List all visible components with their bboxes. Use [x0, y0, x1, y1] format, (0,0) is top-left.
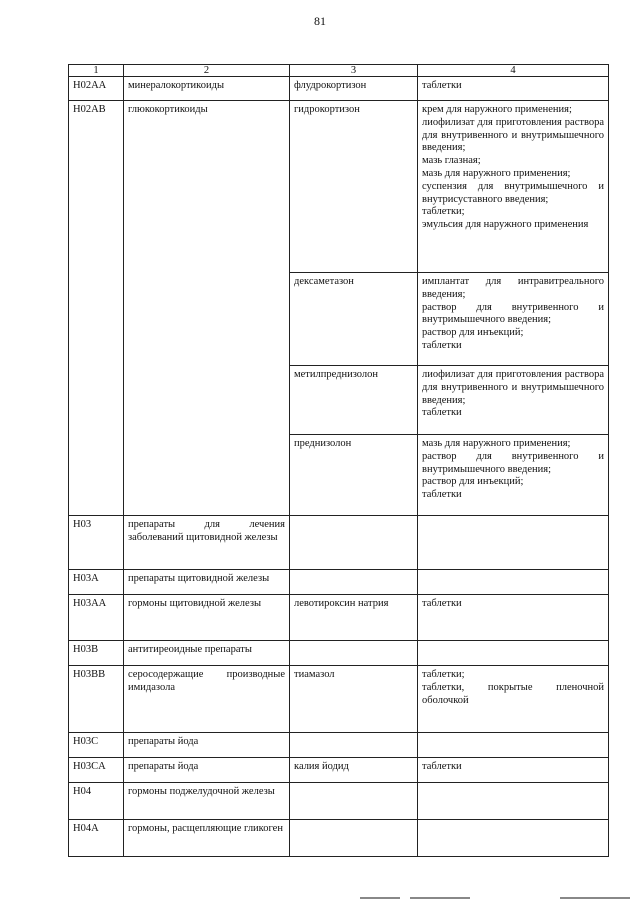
dosage-form: раствор для инъекций; [422, 327, 524, 339]
drug-name [290, 516, 418, 570]
atc-code: H04 [69, 783, 124, 820]
dosage-form: мазь для наружного применения; [422, 167, 571, 179]
dosage-form: таблетки; [422, 669, 465, 680]
atc-code: H02AA [69, 77, 124, 101]
table-row [69, 820, 609, 857]
table-row [69, 641, 609, 666]
dosage-forms [418, 435, 609, 516]
drug-name [290, 783, 418, 820]
group-name: глюкокортикоиды [124, 101, 290, 516]
dosage-forms [418, 516, 609, 570]
column-header: 3 [290, 65, 418, 77]
table-row [69, 77, 609, 101]
table-row [69, 595, 609, 641]
dosage-forms [418, 570, 609, 595]
drug-name: преднизолон [290, 435, 418, 516]
atc-code: H03C [69, 733, 124, 758]
dosage-forms [418, 641, 609, 666]
table-row [69, 666, 609, 733]
group-name: гормоны, расщепляющие гликоген [124, 820, 290, 857]
dosage-forms [418, 366, 609, 435]
dosage-form: суспензия для внутримышечного и внутрисуставного введения; [422, 180, 604, 205]
dosage-form: лиофилизат для приготовления раствора для внутривенного и внутримышечного введения; [422, 116, 604, 154]
drug-name [290, 570, 418, 595]
dosage-form: крем для наружного применения; [422, 104, 572, 115]
dosage-form: таблетки [422, 407, 462, 419]
scan-artifact-marks [0, 893, 640, 905]
atc-code: H03CA [69, 758, 124, 783]
dosage-form: таблетки [422, 339, 462, 351]
dosage-forms [418, 758, 609, 783]
dosage-form: таблетки [422, 80, 462, 91]
drug-name: метилпреднизолон [290, 366, 418, 435]
atc-code: H03B [69, 641, 124, 666]
dosage-forms [418, 733, 609, 758]
dosage-form: таблетки; [422, 206, 465, 218]
dosage-forms [418, 101, 609, 273]
column-header: 1 [69, 65, 124, 77]
group-name: серосодержащие производные имидазола [124, 666, 290, 733]
atc-code: H03 [69, 516, 124, 570]
drug-name [290, 733, 418, 758]
atc-code: H03A [69, 570, 124, 595]
atc-code: H03AA [69, 595, 124, 641]
dosage-form: раствор для внутривенного и внутримышечного введения; [422, 450, 604, 475]
dosage-form: таблетки [422, 761, 462, 772]
table-row [69, 733, 609, 758]
dosage-form: таблетки [422, 598, 462, 609]
drug-name: флудрокортизон [290, 77, 418, 101]
dosage-forms [418, 666, 609, 733]
drug-name: гидрокортизон [290, 101, 418, 273]
dosage-form: лиофилизат для приготовления раствора для внутривенного и внутримышечного введения; [422, 369, 604, 406]
group-name: гормоны щитовидной железы [124, 595, 290, 641]
dosage-form: имплантат для интравитреального введения; [422, 276, 604, 300]
table-header-row [69, 65, 609, 77]
atc-code: H04A [69, 820, 124, 857]
group-name: минералокортикоиды [124, 77, 290, 101]
table-row [69, 101, 609, 273]
table-row [69, 516, 609, 570]
table-row [69, 570, 609, 595]
group-name: препараты щитовидной железы [124, 570, 290, 595]
drug-name: калия йодид [290, 758, 418, 783]
drug-name: левотироксин натрия [290, 595, 418, 641]
page-number: 81 [314, 14, 326, 28]
atc-code: H02AB [69, 101, 124, 516]
dosage-form: мазь глазная; [422, 155, 481, 167]
dosage-form: раствор для инъекций; [422, 476, 524, 488]
dosage-form: таблетки, покрытые пленочной оболочкой [422, 681, 604, 706]
drug-name [290, 820, 418, 857]
dosage-forms [418, 595, 609, 641]
drug-name: дексаметазон [290, 273, 418, 366]
dosage-forms [418, 820, 609, 857]
dosage-forms [418, 77, 609, 101]
dosage-form: таблетки [422, 489, 462, 501]
column-header: 4 [418, 65, 609, 77]
group-name: антитиреоидные препараты [124, 641, 290, 666]
group-name: гормоны поджелудочной железы [124, 783, 290, 820]
dosage-form: эмульсия для наружного применения [422, 219, 589, 231]
group-name: препараты йода [124, 758, 290, 783]
column-header: 2 [124, 65, 290, 77]
dosage-forms [418, 783, 609, 820]
dosage-forms [418, 273, 609, 366]
atc-code: H03BB [69, 666, 124, 733]
drug-name [290, 641, 418, 666]
table-row [69, 758, 609, 783]
table-row [69, 783, 609, 820]
dosage-form: раствор для внутривенного и внутримышечного введения; [422, 301, 604, 326]
drug-name: тиамазол [290, 666, 418, 733]
dosage-form: мазь для наружного применения; [422, 438, 571, 449]
group-name: препараты для лечения заболеваний щитовидной железы [124, 516, 290, 570]
medication-table [68, 64, 609, 857]
group-name: препараты йода [124, 733, 290, 758]
